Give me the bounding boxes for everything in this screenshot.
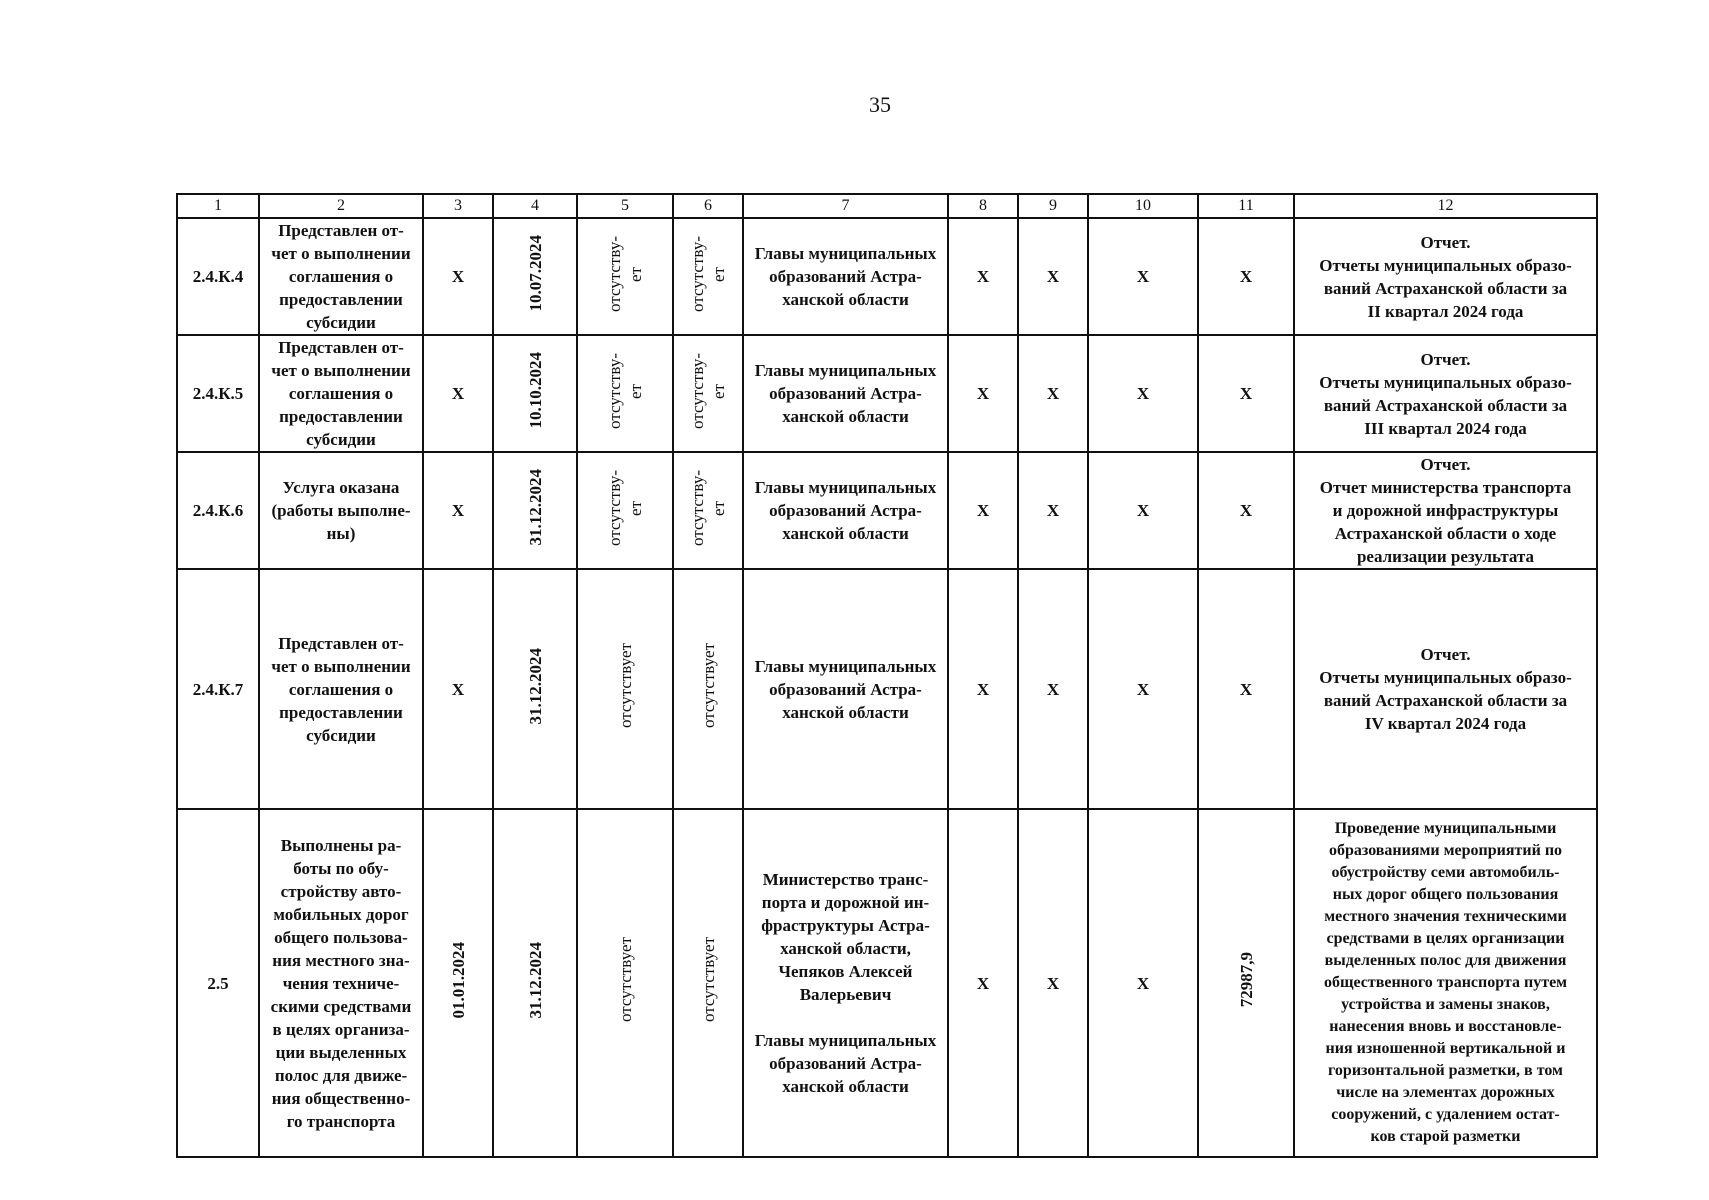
responsible: Министерство транс- порта и дорожной ин- фраструктуры Астра- ханской области, Чепяков Алексей Валерьевич Главы муниципальных образований Астра- ханской области — [743, 809, 948, 1157]
col-11-value: Х — [1198, 335, 1294, 452]
col-10-value: Х — [1088, 218, 1198, 335]
funding-cell — [1198, 809, 1294, 1157]
predecessor-value: отсутствует — [615, 643, 635, 729]
predecessor-cell — [577, 452, 673, 569]
col-10-value: Х — [1088, 452, 1198, 569]
responsible: Главы муниципальных образований Астра- ханской области — [743, 218, 948, 335]
start-date: Х — [423, 218, 493, 335]
table-row — [177, 809, 1597, 1157]
col-header-10: 10 — [1088, 194, 1198, 218]
predecessor-value: отсутствует — [615, 937, 635, 1023]
col-10-value: Х — [1088, 335, 1198, 452]
end-date-cell — [493, 335, 577, 452]
responsible: Главы муниципальных образований Астра- ханской области — [743, 452, 948, 569]
event-name: Выполнены ра- боты по обу- стройству авто- мобильных дорог общего пользова- ния местного зна- чения техниче- скими средствами в целях организа- ции выделенных полос для движе- ния общественно- го транспорта — [259, 809, 423, 1157]
successor-cell — [673, 218, 743, 335]
col-9-value: Х — [1018, 452, 1088, 569]
funding-amount: 72987,9 — [1236, 952, 1256, 1008]
document-description: Отчет. Отчет министерства транспорта и дорожной инфраструктуры Астраханской области о ходе реализации результата — [1294, 452, 1597, 569]
document-description: Отчет. Отчеты муниципальных образо- ваний Астраханской области за III квартал 2024 года — [1294, 335, 1597, 452]
successor-value: отсутству- ет — [688, 469, 728, 546]
col-9-value: Х — [1018, 335, 1088, 452]
successor-cell — [673, 452, 743, 569]
col-8-value: Х — [948, 452, 1018, 569]
end-date: 31.12.2024 — [525, 941, 545, 1019]
start-date-cell — [423, 809, 493, 1157]
predecessor-cell — [577, 569, 673, 809]
responsible: Главы муниципальных образований Астра- ханской области — [743, 335, 948, 452]
end-date-cell — [493, 452, 577, 569]
event-name: Услуга оказана (работы выполне- ны) — [259, 452, 423, 569]
col-header-3: 3 — [423, 194, 493, 218]
col-10-value: Х — [1088, 569, 1198, 809]
plan-table — [176, 193, 1598, 1158]
predecessor-cell — [577, 335, 673, 452]
table-row — [177, 218, 1597, 335]
predecessor-cell — [577, 218, 673, 335]
start-date: Х — [423, 569, 493, 809]
row-number: 2.4.К.6 — [177, 452, 259, 569]
successor-value: отсутству- ет — [688, 235, 728, 312]
successor-cell — [673, 569, 743, 809]
end-date: 10.10.2024 — [525, 352, 545, 429]
table-row — [177, 452, 1597, 569]
col-header-8: 8 — [948, 194, 1018, 218]
col-header-12: 12 — [1294, 194, 1597, 218]
col-header-7: 7 — [743, 194, 948, 218]
predecessor-value: отсутству- ет — [605, 469, 645, 546]
col-9-value: Х — [1018, 809, 1088, 1157]
row-number: 2.4.К.5 — [177, 335, 259, 452]
end-date-cell — [493, 809, 577, 1157]
page-number: 35 — [869, 92, 891, 117]
predecessor-value: отсутству- ет — [605, 352, 645, 429]
col-9-value: Х — [1018, 218, 1088, 335]
col-8-value: Х — [948, 569, 1018, 809]
col-header-5: 5 — [577, 194, 673, 218]
event-name: Представлен от- чет о выполнении соглашения о предоставлении субсидии — [259, 218, 423, 335]
row-number: 2.5 — [177, 809, 259, 1157]
table-row — [177, 569, 1597, 809]
successor-value: отсутствует — [698, 643, 718, 729]
end-date-cell — [493, 569, 577, 809]
start-date: Х — [423, 335, 493, 452]
predecessor-cell — [577, 809, 673, 1157]
col-8-value: Х — [948, 809, 1018, 1157]
col-11-value: Х — [1198, 218, 1294, 335]
col-header-4: 4 — [493, 194, 577, 218]
end-date-cell — [493, 218, 577, 335]
start-date: 01.01.2024 — [448, 941, 468, 1019]
start-date: Х — [423, 452, 493, 569]
document-description: Отчет. Отчеты муниципальных образо- ваний Астраханской области за II квартал 2024 года — [1294, 218, 1597, 335]
col-header-2: 2 — [259, 194, 423, 218]
row-number: 2.4.К.4 — [177, 218, 259, 335]
successor-cell — [673, 809, 743, 1157]
col-11-value: Х — [1198, 452, 1294, 569]
col-9-value: Х — [1018, 569, 1088, 809]
col-header-9: 9 — [1018, 194, 1088, 218]
col-10-value: Х — [1088, 809, 1198, 1157]
responsible: Главы муниципальных образований Астра- ханской области — [743, 569, 948, 809]
row-number: 2.4.К.7 — [177, 569, 259, 809]
col-header-6: 6 — [673, 194, 743, 218]
end-date: 31.12.2024 — [525, 469, 545, 546]
document-description: Проведение муниципальными образованиями мероприятий по обустройству семи автомобиль- ных дорог общего пользования местного значения техническими средствами в целях организации выделенных полос для движения общественного транспорта путем устройства и замены знаков, нанесения вновь и восстановле- ния изношенной вертикальной и горизонтальной разметки, в том числе на элементах дорожных сооружений, с удалением остат- ков старой разметки — [1294, 809, 1597, 1157]
predecessor-value: отсутству- ет — [605, 235, 645, 312]
successor-value: отсутству- ет — [688, 352, 728, 429]
end-date: 10.07.2024 — [525, 235, 545, 312]
successor-value: отсутствует — [698, 937, 718, 1023]
column-number-header — [177, 194, 1597, 218]
col-11-value: Х — [1198, 569, 1294, 809]
col-header-1: 1 — [177, 194, 259, 218]
end-date: 31.12.2024 — [525, 647, 545, 725]
event-name: Представлен от- чет о выполнении соглашения о предоставлении субсидии — [259, 569, 423, 809]
col-8-value: Х — [948, 335, 1018, 452]
col-8-value: Х — [948, 218, 1018, 335]
event-name: Представлен от- чет о выполнении соглашения о предоставлении субсидии — [259, 335, 423, 452]
col-header-11: 11 — [1198, 194, 1294, 218]
table-row — [177, 335, 1597, 452]
document-description: Отчет. Отчеты муниципальных образо- ваний Астраханской области за IV квартал 2024 года — [1294, 569, 1597, 809]
successor-cell — [673, 335, 743, 452]
